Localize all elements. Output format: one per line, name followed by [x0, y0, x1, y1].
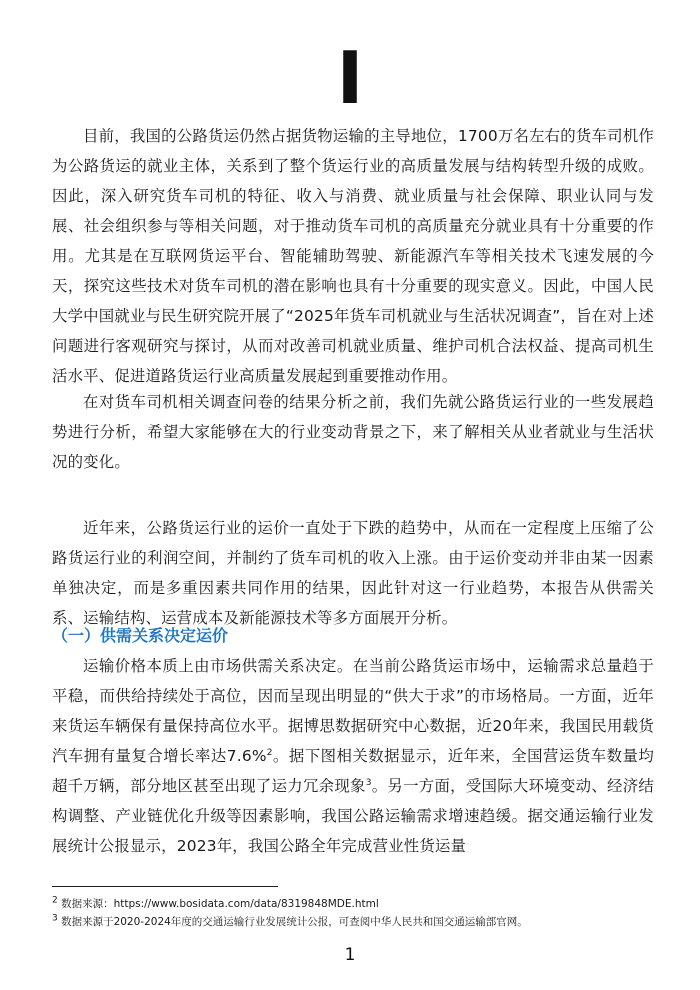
section-paragraph: [52, 651, 654, 861]
footnote-mark: 2: [52, 895, 58, 906]
footnote-text: 数据来源：https://www.bosidata.com/data/8319848MDE.html: [57, 898, 379, 910]
footnote-ref-2[interactable]: 2: [266, 747, 273, 758]
footnote-ref-3[interactable]: 3: [365, 777, 372, 788]
body-paragraph-3: 近年来，公路货运行业的运价一直处于下跌的趋势中，从而在一定程度上压缩了公路货运行业的利润空间，并制约了货车司机的收入上涨。由于运价变动并非由某一因素单独决定，而是多重因素共同作用的结果，因此针对这一行业趋势，本报告从供需关系、运输结构、运营成本及新能源技术等多方面展开分析。: [52, 519, 654, 627]
footnote-text: 数据来源于2020-2024年度的交通运输行业发展统计公报，可查阅中华人民共和国交通运输部官网。: [57, 916, 528, 928]
page-number: 1: [344, 945, 356, 965]
footnote-2: [52, 897, 379, 911]
body-paragraph-2: 在对货车司机相关调查问卷的结果分析之前，我们先就公路货运行业的一些发展趋势进行分析，希望大家能够在大的行业变动背景之下，来了解相关从业者就业与生活状况的变化。: [52, 393, 654, 471]
section-heading: （一）供需关系决定运价: [52, 626, 229, 645]
footnote-3: [52, 915, 528, 929]
section-paragraph-text-3: 。另一方面，受国际大环境变动、经济结构调整、产业链优化升级等因素影响，我国公路运输需求增速趋缓。据交通运输行业发展统计公报显示，2023年，我国公路全年完成营业性货运量: [52, 777, 654, 855]
footnote-divider: [52, 886, 278, 887]
chapter-numeral: I: [336, 36, 364, 120]
body-paragraph-1: 目前，我国的公路货运仍然占据货物运输的主导地位，1700万名左右的货车司机作为公路货运的就业主体，关系到了整个货运行业的高质量发展与结构转型升级的成败。因此，深入研究货车司机的特征、收入与消费、就业质量与社会保障、职业认同与发展、社会组织参与等相关问题，对于推动货车司机的高质量充分就业具有十分重要的作用。尤其是在互联网货运平台、智能辅助驾驶、新能源汽车等相关技术飞速发展的今天，探究这些技术对货车司机的潜在影响也具有十分重要的现实意义。因此，中国人民大学中国就业与民生研究院开展了“2025年货车司机就业与生活状况调查”，旨在对上述问题进行客观研究与探讨，从而对改善司机就业质量、维护司机合法权益、提高司机生活水平、促进道路货运行业高质量发展起到重要推动作用。: [52, 127, 654, 385]
section-paragraph-text-1: 运输价格本质上由市场供需关系决定。在当前公路货运市场中，运输需求总量趋于平稳，而供给持续处于高位，因而呈现出明显的“供大于求”的市场格局。一方面，近年来货运车辆保有量保持高位水平。据博思数据研究中心数据，近20年来，我国民用载货汽车拥有量复合增长率达7.6%: [52, 657, 654, 765]
section-paragraph-text-2: 。据下图相关数据显示，近年来，全国营运货车数量均超千万辆，部分地区甚至出现了运力冗余现象: [52, 747, 654, 795]
footnote-mark: 3: [52, 913, 58, 924]
